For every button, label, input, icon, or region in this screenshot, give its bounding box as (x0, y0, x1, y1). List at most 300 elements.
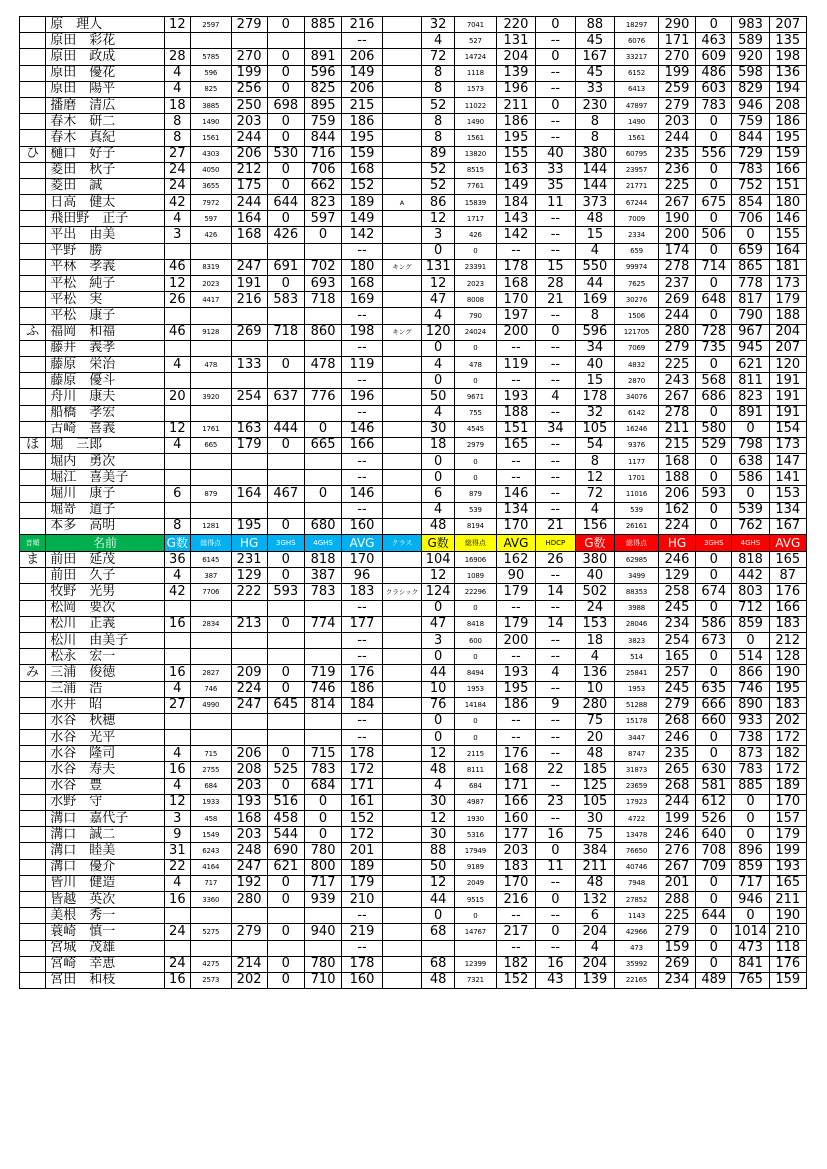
score-cell (382, 454, 421, 470)
score-cell (382, 292, 421, 308)
score-cell (231, 33, 267, 49)
score-cell: 502 (575, 584, 614, 600)
score-cell: 195 (769, 130, 806, 146)
score-cell: 597 (304, 211, 341, 227)
score-cell: 0 (267, 49, 304, 65)
score-cell: 940 (304, 924, 341, 940)
score-cell: 659 (615, 243, 659, 259)
score-cell: 7761 (455, 178, 497, 194)
score-cell: 0 (696, 875, 732, 891)
score-cell: 14 (536, 616, 575, 632)
score-cell: 580 (696, 421, 732, 437)
score-cell (231, 454, 267, 470)
score-cell: 4 (164, 65, 190, 81)
score-cell: 673 (696, 632, 732, 648)
score-cell: 2827 (190, 665, 231, 681)
score-cell (382, 794, 421, 810)
score-cell: 15839 (455, 195, 497, 211)
score-cell: 52 (422, 178, 455, 194)
score-cell: 716 (304, 146, 341, 162)
score-cell: 4 (575, 649, 614, 665)
score-cell (190, 243, 231, 259)
score-cell: 248 (231, 843, 267, 859)
score-cell: 149 (496, 178, 535, 194)
score-cell (164, 470, 190, 486)
score-cell: キング (382, 259, 421, 275)
score-cell (382, 746, 421, 762)
score-cell (382, 616, 421, 632)
table-row (20, 972, 807, 988)
score-cell: 1701 (615, 470, 659, 486)
score-cell: 818 (732, 552, 769, 568)
score-cell: 890 (732, 697, 769, 713)
score-cell: 32 (575, 405, 614, 421)
player-name-cell: 水谷 隆司 (46, 746, 164, 762)
score-cell: 640 (696, 827, 732, 843)
score-cell: 514 (732, 649, 769, 665)
score-cell: -- (536, 681, 575, 697)
score-cell: 196 (496, 81, 535, 97)
score-cell: 279 (658, 97, 695, 113)
score-cell: 235 (658, 146, 695, 162)
score-cell: 0 (536, 324, 575, 340)
player-name-cell: 藤原 栄治 (46, 356, 164, 372)
score-cell: 206 (231, 146, 267, 162)
score-cell (231, 908, 267, 924)
score-cell: 210 (769, 924, 806, 940)
table-row (20, 146, 807, 162)
kana-index-cell (20, 405, 46, 421)
score-cell: 202 (231, 972, 267, 988)
score-cell: 179 (496, 584, 535, 600)
score-cell (382, 600, 421, 616)
score-cell: 0 (696, 243, 732, 259)
score-cell (267, 502, 304, 518)
score-cell (267, 649, 304, 665)
score-cell: 201 (658, 875, 695, 891)
score-cell (382, 956, 421, 972)
table-row (20, 340, 807, 356)
kana-index-cell (20, 713, 46, 729)
score-cell: 12 (422, 568, 455, 584)
score-cell: 23659 (615, 778, 659, 794)
score-cell: 8 (575, 454, 614, 470)
score-cell: 72 (422, 49, 455, 65)
table-row (20, 243, 807, 259)
score-cell: 0 (267, 778, 304, 794)
score-cell: 1549 (190, 827, 231, 843)
score-cell: 172 (342, 827, 383, 843)
score-cell: 0 (267, 924, 304, 940)
score-cell: 12 (164, 794, 190, 810)
score-cell: -- (536, 600, 575, 616)
player-name-cell: 水谷 光平 (46, 730, 164, 746)
score-cell: 0 (455, 730, 497, 746)
score-cell: 1490 (190, 114, 231, 130)
score-cell: 184 (496, 195, 535, 211)
score-cell: 638 (732, 454, 769, 470)
kana-index-cell (20, 259, 46, 275)
score-cell: 224 (658, 518, 695, 534)
score-cell: 141 (769, 470, 806, 486)
player-name-cell: 菱田 誠 (46, 178, 164, 194)
table-row (20, 292, 807, 308)
score-cell: 823 (304, 195, 341, 211)
table-row (20, 276, 807, 292)
score-cell: 0 (696, 730, 732, 746)
score-cell: -- (536, 875, 575, 891)
player-name-cell: 原田 彩花 (46, 33, 164, 49)
player-name-cell: 平松 純子 (46, 276, 164, 292)
score-cell: 21771 (615, 178, 659, 194)
score-cell: 183 (769, 616, 806, 632)
score-cell: 0 (422, 908, 455, 924)
score-cell: 1761 (190, 421, 231, 437)
table-row (20, 308, 807, 324)
kana-index-cell (20, 649, 46, 665)
table-row (20, 502, 807, 518)
score-cell: 844 (732, 130, 769, 146)
score-cell: 762 (732, 518, 769, 534)
score-cell: 556 (696, 146, 732, 162)
header-row (20, 535, 807, 552)
score-cell: 0 (267, 875, 304, 891)
kana-index-cell (20, 778, 46, 794)
score-cell: 0 (732, 632, 769, 648)
score-cell (382, 568, 421, 584)
score-cell: 190 (769, 665, 806, 681)
score-cell: 4 (422, 778, 455, 794)
score-cell (382, 211, 421, 227)
score-cell: 279 (231, 924, 267, 940)
score-cell: 879 (190, 486, 231, 502)
score-cell: 865 (732, 259, 769, 275)
score-cell: -- (496, 908, 535, 924)
score-cell: 0 (696, 211, 732, 227)
score-cell: 208 (231, 762, 267, 778)
player-name-cell: 堀内 勇次 (46, 454, 164, 470)
score-cell: 68 (422, 924, 455, 940)
score-cell: 600 (455, 632, 497, 648)
score-cell: 224 (231, 681, 267, 697)
score-cell: 0 (267, 616, 304, 632)
score-cell: 16 (164, 891, 190, 907)
score-cell: 0 (267, 178, 304, 194)
score-cell: 191 (769, 405, 806, 421)
score-cell: 173 (769, 437, 806, 453)
score-cell: 8747 (615, 746, 659, 762)
score-cell: -- (536, 454, 575, 470)
score-cell: 50 (422, 389, 455, 405)
score-cell: 6142 (615, 405, 659, 421)
score-cell: 198 (342, 324, 383, 340)
score-cell: 199 (231, 65, 267, 81)
score-cell: 458 (190, 811, 231, 827)
score-cell: 11022 (455, 97, 497, 113)
score-cell: -- (342, 649, 383, 665)
kana-index-cell (20, 33, 46, 49)
player-name-cell: 菱田 秋子 (46, 162, 164, 178)
score-cell: 153 (575, 616, 614, 632)
player-name-cell: 水谷 秋穂 (46, 713, 164, 729)
score-cell: 120 (422, 324, 455, 340)
player-name-cell: 平松 実 (46, 292, 164, 308)
player-name-cell: 溝口 優介 (46, 859, 164, 875)
score-cell: 596 (575, 324, 614, 340)
score-cell: 52 (422, 162, 455, 178)
score-cell: 603 (696, 81, 732, 97)
player-name-cell: 水谷 豊 (46, 778, 164, 794)
score-cell (382, 762, 421, 778)
score-cell: 829 (732, 81, 769, 97)
score-cell (267, 33, 304, 49)
score-cell: 0 (267, 665, 304, 681)
kana-index-cell (20, 908, 46, 924)
score-cell: 4 (422, 308, 455, 324)
score-cell: -- (536, 405, 575, 421)
score-cell: 9376 (615, 437, 659, 453)
score-cell: 211 (658, 421, 695, 437)
score-cell: 279 (658, 924, 695, 940)
score-cell: 8 (422, 130, 455, 146)
score-cell: 4 (575, 502, 614, 518)
score-cell: 279 (658, 340, 695, 356)
score-cell: 2023 (190, 276, 231, 292)
score-cell: 1561 (190, 130, 231, 146)
score-cell: 630 (696, 762, 732, 778)
score-cell: 184 (342, 697, 383, 713)
score-cell: 170 (496, 875, 535, 891)
player-name-cell: 原 理人 (46, 17, 164, 33)
score-cell (382, 243, 421, 259)
score-cell: 9 (164, 827, 190, 843)
score-cell: 1281 (190, 518, 231, 534)
score-cell: 169 (342, 292, 383, 308)
kana-index-cell (20, 486, 46, 502)
score-cell: 581 (696, 778, 732, 794)
score-cell: 841 (732, 956, 769, 972)
score-cell: 151 (496, 421, 535, 437)
score-cell: 12 (164, 421, 190, 437)
score-cell: 135 (769, 33, 806, 49)
score-cell (164, 649, 190, 665)
table-row (20, 568, 807, 584)
score-cell: 879 (455, 486, 497, 502)
score-cell: 129 (658, 568, 695, 584)
player-name-cell: 平松 康子 (46, 308, 164, 324)
score-cell: 710 (304, 972, 341, 988)
score-cell: 152 (496, 972, 535, 988)
score-cell: 51288 (615, 697, 659, 713)
score-cell (382, 308, 421, 324)
score-cell: 0 (696, 600, 732, 616)
score-cell: 17949 (455, 843, 497, 859)
score-cell: 121705 (615, 324, 659, 340)
score-cell: 166 (769, 162, 806, 178)
score-cell: 1953 (615, 681, 659, 697)
player-name-cell: 水野 守 (46, 794, 164, 810)
score-cell: 179 (496, 616, 535, 632)
score-cell: 539 (615, 502, 659, 518)
score-cell (231, 600, 267, 616)
player-name-cell: 船橋 孝宏 (46, 405, 164, 421)
score-cell: 666 (696, 697, 732, 713)
score-cell: 473 (732, 940, 769, 956)
score-cell: 612 (696, 794, 732, 810)
score-cell: 30 (422, 794, 455, 810)
score-cell: 2049 (455, 875, 497, 891)
score-cell: 44 (422, 665, 455, 681)
score-cell: 6145 (190, 552, 231, 568)
score-cell: -- (536, 632, 575, 648)
score-cell: -- (496, 713, 535, 729)
score-cell: 47897 (615, 97, 659, 113)
score-cell: 3 (422, 632, 455, 648)
score-cell: -- (536, 243, 575, 259)
score-cell: 4 (164, 437, 190, 453)
header-cell: 4GHS (732, 535, 769, 552)
header-cell: 3GHS (267, 535, 304, 552)
score-cell: 0 (536, 891, 575, 907)
player-name-cell: 宮城 茂雄 (46, 940, 164, 956)
score-cell (231, 713, 267, 729)
score-cell: 40 (536, 146, 575, 162)
score-cell: 17923 (615, 794, 659, 810)
score-cell: 167 (575, 49, 614, 65)
score-cell: -- (536, 568, 575, 584)
score-cell: 235 (658, 746, 695, 762)
score-cell: 288 (658, 891, 695, 907)
score-cell: 14724 (455, 49, 497, 65)
score-cell: 171 (496, 778, 535, 794)
score-cell: 40 (575, 568, 614, 584)
score-cell: 539 (732, 502, 769, 518)
score-cell: 44 (422, 891, 455, 907)
player-name-cell: 原田 政成 (46, 49, 164, 65)
table-row (20, 616, 807, 632)
score-cell: 823 (732, 389, 769, 405)
score-cell: 165 (658, 649, 695, 665)
score-cell (304, 713, 341, 729)
score-cell: 717 (304, 875, 341, 891)
score-cell (382, 778, 421, 794)
score-cell: 746 (304, 681, 341, 697)
score-cell: 818 (304, 552, 341, 568)
score-cell: 718 (267, 324, 304, 340)
kana-index-cell (20, 81, 46, 97)
score-cell: 216 (342, 17, 383, 33)
score-cell: 0 (267, 437, 304, 453)
score-cell: 9189 (455, 859, 497, 875)
score-cell: 467 (267, 486, 304, 502)
score-cell: 8 (422, 114, 455, 130)
score-cell: 0 (267, 568, 304, 584)
score-cell: 684 (455, 778, 497, 794)
table-row (20, 454, 807, 470)
score-cell: -- (536, 373, 575, 389)
score-cell: 2755 (190, 762, 231, 778)
score-cell: 195 (769, 681, 806, 697)
score-cell: 665 (190, 437, 231, 453)
header-cell: 音順 (20, 535, 46, 552)
score-cell: 159 (658, 940, 695, 956)
player-name-cell: 牧野 光男 (46, 584, 164, 600)
score-cell: 24 (164, 162, 190, 178)
score-cell: 0 (304, 811, 341, 827)
score-cell: -- (536, 114, 575, 130)
score-cell: 193 (496, 389, 535, 405)
score-cell: 204 (575, 956, 614, 972)
score-cell: 0 (696, 405, 732, 421)
score-cell: 214 (231, 956, 267, 972)
score-cell (267, 340, 304, 356)
kana-index-cell (20, 130, 46, 146)
score-cell: 896 (732, 843, 769, 859)
score-cell: 478 (190, 356, 231, 372)
score-cell: 384 (575, 843, 614, 859)
score-cell: 160 (342, 972, 383, 988)
score-cell: 176 (769, 584, 806, 600)
score-cell: 20 (575, 730, 614, 746)
score-cell: 597 (190, 211, 231, 227)
score-cell (267, 600, 304, 616)
score-cell: 373 (575, 195, 614, 211)
score-cell: 179 (342, 875, 383, 891)
kana-index-cell (20, 292, 46, 308)
player-name-cell: 古崎 喜義 (46, 421, 164, 437)
score-cell (231, 502, 267, 518)
score-cell: 16906 (455, 552, 497, 568)
score-cell: 811 (732, 373, 769, 389)
score-cell: -- (496, 340, 535, 356)
score-cell: 7972 (190, 195, 231, 211)
score-cell: 746 (190, 681, 231, 697)
score-cell: 67244 (615, 195, 659, 211)
score-cell: 22296 (455, 584, 497, 600)
score-cell (231, 632, 267, 648)
score-cell (190, 340, 231, 356)
score-cell: 247 (231, 259, 267, 275)
table-row (20, 730, 807, 746)
score-cell: 783 (304, 584, 341, 600)
score-cell: 244 (231, 195, 267, 211)
score-cell: 243 (658, 373, 695, 389)
score-cell: 24 (164, 956, 190, 972)
score-cell: 0 (455, 373, 497, 389)
score-cell (304, 470, 341, 486)
table-row (20, 681, 807, 697)
score-cell: 0 (267, 746, 304, 762)
score-cell: 176 (769, 956, 806, 972)
score-cell: 6 (575, 908, 614, 924)
score-cell: 0 (696, 454, 732, 470)
score-cell: 30276 (615, 292, 659, 308)
score-cell: 48 (422, 518, 455, 534)
table-row (20, 195, 807, 211)
score-cell: 0 (696, 665, 732, 681)
score-cell: -- (342, 340, 383, 356)
score-cell: 8 (164, 114, 190, 130)
score-cell: 7948 (615, 875, 659, 891)
score-cell: 270 (231, 49, 267, 65)
score-cell: 0 (536, 843, 575, 859)
table-row (20, 259, 807, 275)
score-cell: 50 (422, 859, 455, 875)
score-cell: 529 (696, 437, 732, 453)
score-cell (382, 697, 421, 713)
score-cell (164, 600, 190, 616)
score-cell: 714 (696, 259, 732, 275)
